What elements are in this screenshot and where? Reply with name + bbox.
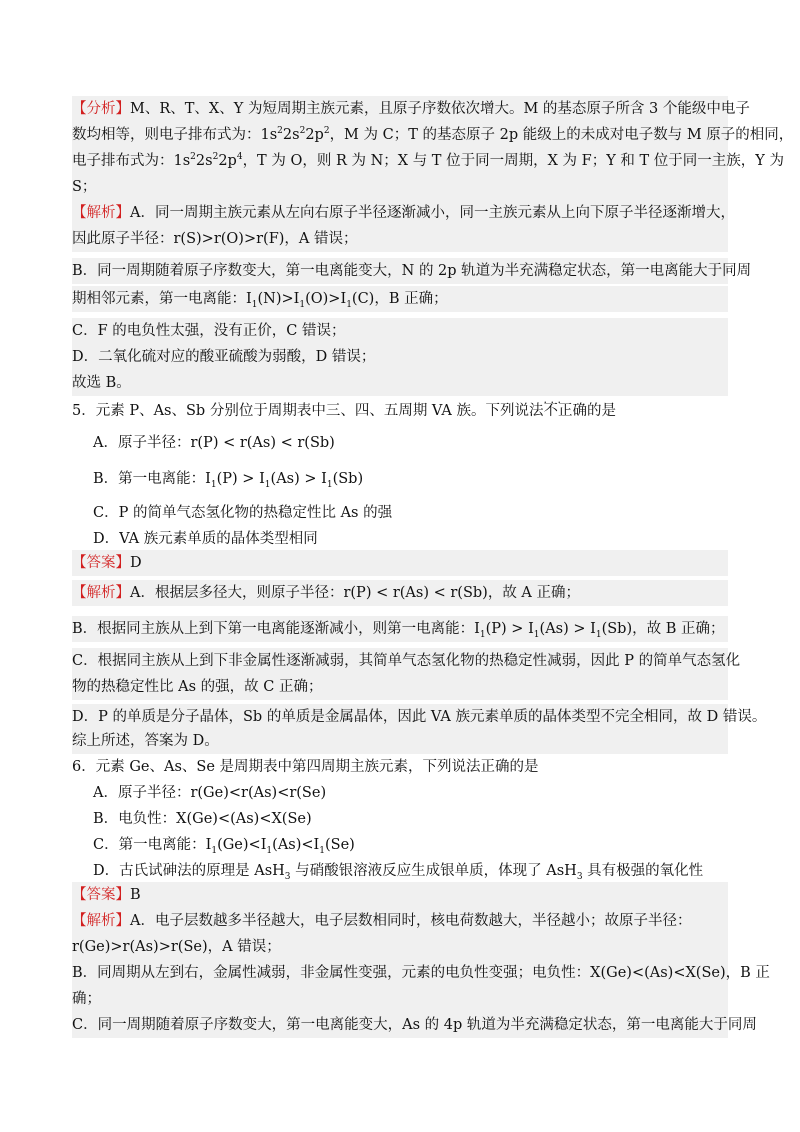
q5-option-c: C．P 的简单气态氢化物的热稳定性比 As 的强 [93,505,393,521]
q5-explain-3: C．根据同主族从上到下非金属性逐渐减弱，其简单气态氢化物的热稳定性减弱，因此 P 的简单气态氢化 [72,648,728,674]
q6-explain-1: 【解析】A．电子层数越多半径越大，电子层数相同时，核电荷数越大，半径越小；故原子半径： [72,908,728,934]
q6-answer-value: B [130,887,141,903]
q5-option-b: B．第一电离能：$I_1(P) > I_1(As) > I_1(Sb)$ [93,471,364,490]
explain-line-3: B．同一周期随着原子序数变大，第一电离能变大，N 的 2p 轨道为半充满稳定状态，第一电离能大于同周 [72,258,728,284]
q5-explain-1: 【解析】A．根据层多径大，则原子半径：r(P) < r(As) < r(Sb)，故 A 正确； [72,580,728,606]
q5-answer [72,550,728,576]
q5-explain-5: D．P 的单质是分子晶体，Sb 的单质是金属晶体，因此 VA 族元素单质的晶体类型不完全相同，故 D 错误。 [72,704,728,730]
q6-explain-2: r(Ge)>r(As)>r(Se)，A 错误； [72,934,728,960]
q6-explain-4: 确； [72,986,728,1012]
explain-line-2: 因此原子半径：r(S)>r(O)>r(F)，A 错误； [72,226,728,252]
question-5-stem: 5．元素 P、As、Sb 分别位于周期表中三、四、五周期 VA 族。下列说法· · · 不正确的是 [72,398,728,424]
q6-option-b: B．电负性：X(Ge)<(As)<X(Se) [93,811,312,827]
q6-answer: 【答案】B [72,882,728,908]
emphasis-not-correct: · · · 不正确 [544,403,588,419]
q5-answer-value: D [130,555,142,571]
q5-option-d: D．VA 族元素单质的晶体类型相同 [93,531,318,547]
q6-explain-5: C．同一周期随着原子序数变大，第一电离能变大，As 的 4p 轨道为半充满稳定状态，第一电离能大于同周 [72,1012,728,1038]
q5-option-a: A．原子半径：r(P) < r(As) < r(Sb) [93,435,335,451]
explain-tag: 【解析】 [72,205,130,221]
explain-line-6: D．二氧化硫对应的酸亚硫酸为弱酸，D 错误； [72,344,728,370]
q5-explain-4: 物的热稳定性比 As 的强，故 C 正确； [72,674,728,700]
explain-line-5: C．F 的电负性太强，没有正价，C 错误； [72,318,728,344]
q5-explain-6: 综上所述，答案为 D。 [72,728,728,754]
answer-tag: 【答案】 [72,555,130,571]
explain-line-7: 故选 B。 [72,370,728,396]
analysis-line-1 [72,96,750,122]
explain-line-4: 期相邻元素，第一电离能：$I_1(N)>I_1(O)>I_1(C)$，B 正确； [72,286,728,312]
q6-option-d: D．古氏试砷法的原理是 AsH$_3$ 与硝酸银溶液反应生成银单质，体现了 AsH$_3$ 具有极强的氧化性 [93,863,704,882]
question-6-stem: 6．元素 Ge、As、Se 是周期表中第四周期主族元素，下列说法正确的是 [72,759,539,775]
analysis-line-4: S； [72,174,728,200]
explain-line-1: 【解析】A．同一周期主族元素从左向右原子半径逐渐减小，同一主族元素从上向下原子半径逐渐增大， [72,200,728,226]
q6-explain-3: B．同周期从左到右，金属性减弱，非金属性变强，元素的电负性变强；电负性：X(Ge)<(As)<X(Se)，B 正 [72,960,728,986]
analysis-line-3: 电子排布式为：$1s^22s^22p^4$，T 为 O，则 R 为 N；X 与 T 位于同一周期，X 为 F；Y 和 T 位于同一主族，Y 为 [72,148,728,174]
q5-explain-2: B．根据同主族从上到下第一电离能逐渐减小，则第一电离能：$I_1(P) > I_1(As) > I_1(Sb)$，故 B 正确； [72,616,728,642]
q6-option-c: C．第一电离能：$I_1(Ge)<I_1(As)<I_1(Se)$ [93,837,355,856]
analysis-text: M、R、T、X、Y 为短周期主族元素，且原子序数依次增大。M 的基态原子所含 3 个能级中电子 [130,101,750,117]
q6-option-a: A．原子半径：r(Ge)<r(As)<r(Se) [93,785,327,801]
analysis-line-2: 数均相等，则电子排布式为：$1s^22s^22p^2$，M 为 C；T 的基态原子 2p 能级上的未成对电子数与 M 原子的相同， [72,122,728,148]
analysis-tag: 【分析】 [72,101,130,117]
